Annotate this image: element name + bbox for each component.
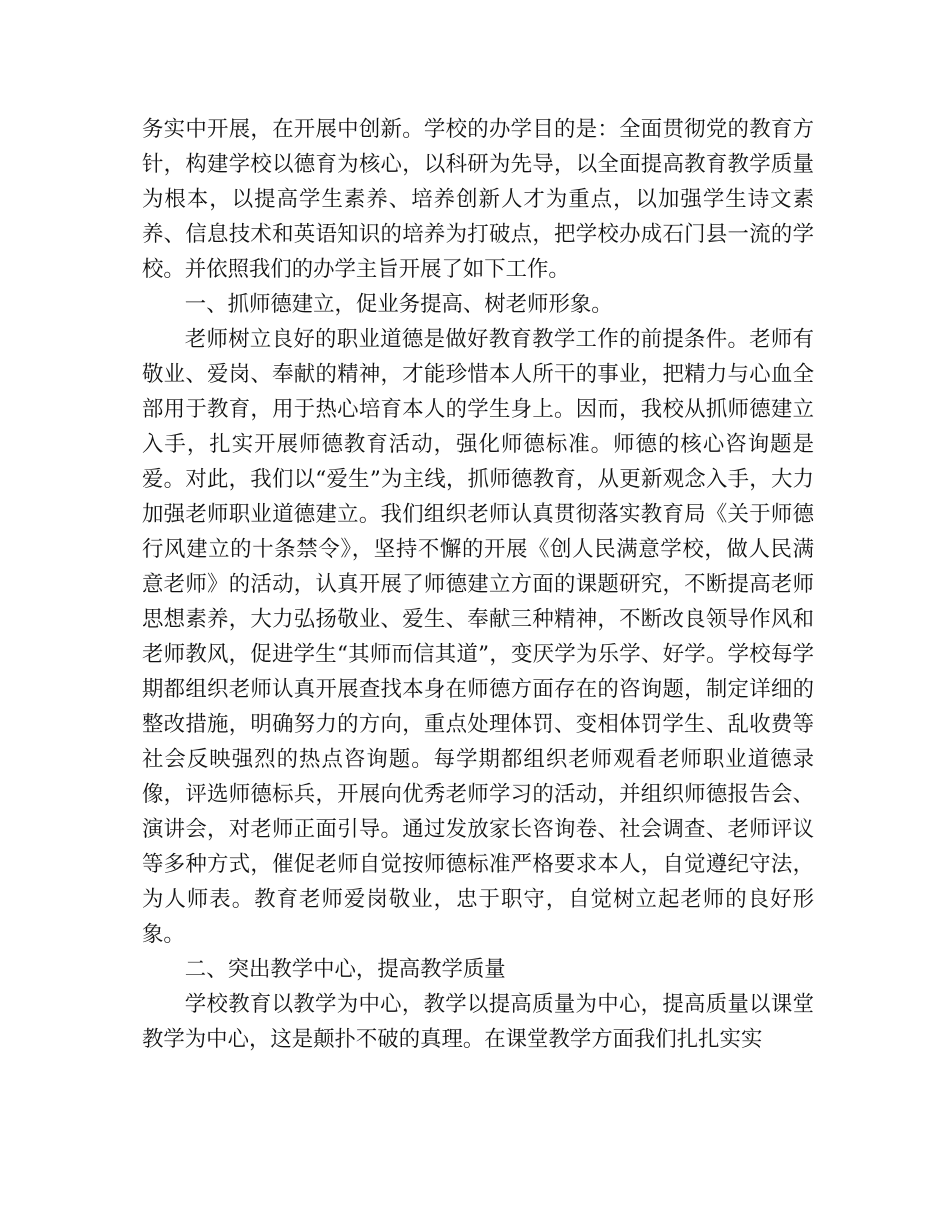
document-body: [142, 112, 814, 1057]
paragraph-2: 老师树立良好的职业道德是做好教育教学工作的前提条件。老师有敬业、爱岗、奉献的精神，才能珍惜本人所干的事业，把精力与心血全部用于教育，用于热心培育本人的学生身上。因而，我校从抓师德建立入手，扎实开展师德教育活动，强化师德标准。师德的核心咨询题是爱。对此，我们以“爱生”为主线，抓师德教育，从更新观念入手，大力加强老师职业道德建立。我们组织老师认真贯彻落实教育局《关于师德行风建立的十条禁令》，坚持不懈的开展《创人民满意学校，做人民满意老师》的活动，认真开展了师德建立方面的课题研究，不断提高老师思想素养，大力弘扬敬业、爱生、奉献三种精神，不断改良领导作风和老师教风，促进学生“其师而信其道”，变厌学为乐学、好学。学校每学期都组织老师认真开展查找本身在师德方面存在的咨询题，制定详细的整改措施，明确努力的方向，重点处理体罚、变相体罚学生、乱收费等社会反映强烈的热点咨询题。每学期都组织老师观看老师职业道德录像，评选师德标兵，开展向优秀老师学习的活动，并组织师德报告会、演讲会，对老师正面引导。通过发放家长咨询卷、社会调查、老师评议等多种方式，催促老师自觉按师德标准严格要求本人，自觉遵纪守法，为人师表。教育老师爱岗敬业，忠于职守，自觉树立起老师的良好形象。: [142, 327, 814, 947]
paragraph-3: 学校教育以教学为中心，教学以提高质量为中心，提高质量以课堂教学为中心，这是颠扑不破的真理。在课堂教学方面我们扎扎实实: [142, 992, 814, 1052]
paragraph-1: 务实中开展，在开展中创新。学校的办学目的是：全面贯彻党的教育方针，构建学校以德育为核心，以科研为先导，以全面提高教育教学质量为根本，以提高学生素养、培养创新人才为重点，以加强学生诗文素养、信息技术和英语知识的培养为打破点，把学校办成石门县一流的学校。并依照我们的办学主旨开展了如下工作。: [142, 117, 814, 282]
section-heading-2: 二、突出教学中心，提高教学质量: [184, 957, 506, 982]
section-heading-1: 一、抓师德建立，促业务提高、树老师形象。: [184, 292, 613, 317]
